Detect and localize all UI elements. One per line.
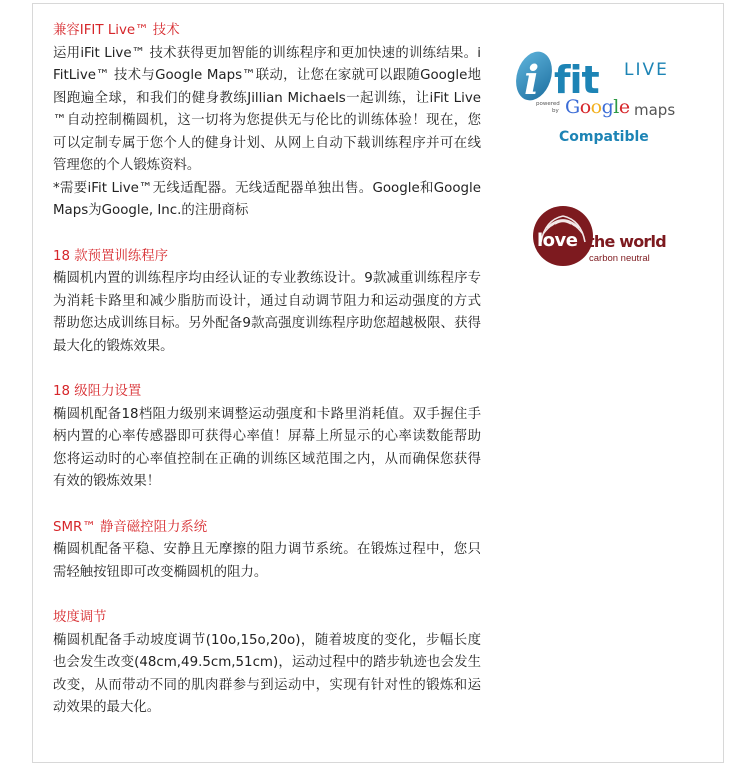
google-letter: o [579, 96, 591, 118]
section-incline [53, 607, 481, 720]
ifit-live-logo [510, 44, 680, 154]
section-paragraph: 椭圆机配备手动坡度调节(10o,15o,20o)，随着坡度的变化，步幅长度也会发生改变(48cm,49.5cm,51cm)，运动过程中的踏步轨迹也会发生改变，从而带动不同的肌肉群参与到运动中，实现有针对性的锻炼和运动效果的最大化。 [53, 632, 481, 715]
ifit-i-letter: i [524, 57, 540, 104]
section-heading: 坡度调节 [53, 610, 107, 625]
section-paragraph: 椭圆机配备18档阻力级别来调整运动强度和卡路里消耗值。双手握住手柄内置的心率传感器即可获得心率值！屏幕上所显示的心率读数能帮助您将运动时的心率值控制在正确的训练区域范围之内，从而确保您获得有效的锻炼效果！ [53, 406, 481, 489]
section-footnote: *需要iFit Live™无线适配器。无线适配器单独出售。Google和Google Maps为Google, Inc.的注册商标 [53, 180, 481, 218]
google-letter: e [618, 96, 630, 118]
love-the-world-logo [531, 206, 666, 268]
google-letter: G [565, 96, 580, 118]
google-letter: o [590, 96, 602, 118]
google-letter: l [613, 96, 619, 118]
section-paragraph: 椭圆机配备平稳、安静且无摩擦的阻力调节系统。在锻炼过程中，您只需轻触按钮即可改变椭圆机的阻力。 [53, 542, 481, 580]
love-text: love [537, 230, 578, 251]
by-text: by [552, 107, 559, 114]
section-preset-programs [53, 246, 481, 359]
section-heading: 兼容IFIT Live™ 技术 [53, 23, 180, 38]
section-heading: SMR™ 静音磁控阻力系统 [53, 519, 208, 535]
ifit-live-label: LIVE [624, 60, 669, 80]
carbon-neutral-text: carbon neutral [589, 253, 650, 264]
section-ifit-live [53, 20, 481, 223]
compatible-label: Compatible [559, 129, 649, 145]
the-world-text: the world [587, 232, 666, 251]
maps-label: maps [634, 101, 676, 119]
section-paragraph: 椭圆机内置的训练程序均由经认证的专业教练设计。9款减重训练程序专为消耗卡路里和减少脂肪而设计，通过自动调节阻力和运动强度的方式帮助您达成训练目标。另外配备9款高强度训练程序助您超越极限、获得最大化的锻炼效果。 [53, 271, 481, 354]
globe-icon [533, 206, 593, 266]
section-resistance-levels [53, 381, 481, 494]
powered-text: powered [536, 101, 560, 107]
section-smr-resistance [53, 517, 481, 585]
google-letter: g [601, 96, 614, 118]
powered-by-label [536, 101, 560, 114]
google-wordmark [565, 96, 630, 118]
section-paragraph: 运用iFit Live™ 技术获得更加智能的训练程序和更加快速的训练结果。iFitLive™ 技术与Google Maps™联动，让您在家就可以跟随Google地图跑遍全球，和我们的健身教练Jillian Michaels一起训练，让iFit Live™自动控制椭圆机，这一切将为您提供无与伦比的训练体验！现在，您可以定制专属于您个人的健身计划、从网上自动下载训练程序并可在线管理您的个人锻炼资料。 [53, 45, 481, 173]
ifit-fit-letters: fit [554, 58, 599, 102]
section-heading: 18 款预置训练程序 [53, 248, 169, 264]
section-heading: 18 级阻力设置 [53, 384, 142, 399]
feature-description [53, 20, 481, 743]
